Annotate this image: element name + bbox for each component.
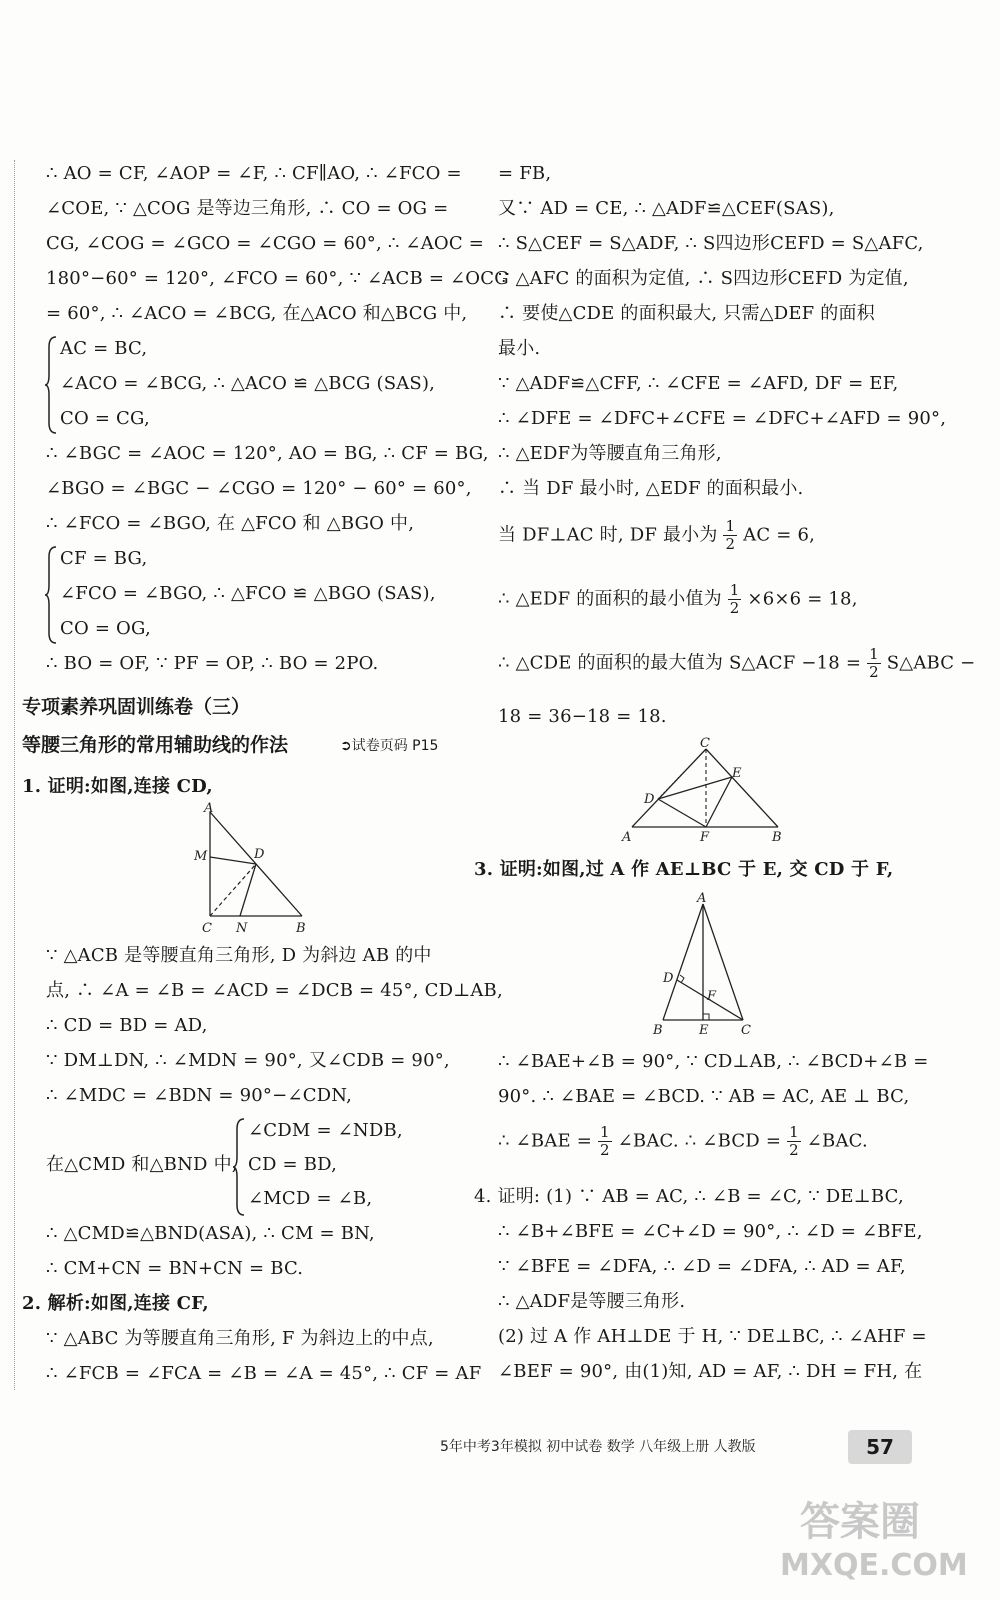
fig2-label: B xyxy=(772,830,782,845)
system-line: ∠ACO = ∠BCG, ∴ △ACO ≌ △BCG (SAS), xyxy=(60,373,436,394)
fraction-line xyxy=(498,518,815,560)
subsection-title: 等腰三角形的常用辅助线的作法 xyxy=(22,734,289,756)
text-line: ∴ CD = BD = AD, xyxy=(46,1015,208,1036)
text-segment: ∴ △CDE 的面积的最大值为 S△ACF −18 = xyxy=(498,652,862,674)
text-line: 又∵ AD = CE, ∴ △ADF≌△CEF(SAS), xyxy=(498,198,835,219)
text-line: ∵ △ACB 是等腰直角三角形, D 为斜边 AB 的中 xyxy=(46,945,432,966)
fraction xyxy=(728,582,742,617)
watermark-url: MXQE.COM xyxy=(780,1548,968,1583)
text-line: ∴ ∠B+∠BFE = ∠C+∠D = 90°, ∴ ∠D = ∠BFE, xyxy=(498,1221,923,1242)
fig1-label: D xyxy=(254,847,265,862)
fraction xyxy=(723,518,737,553)
text-segment: ∴ ∠BAE = xyxy=(498,1130,593,1152)
fig1-label: M xyxy=(194,849,208,864)
numerator: 1 xyxy=(599,1123,610,1141)
text-line: CG, ∠COG = ∠GCO = ∠CGO = 60°, ∴ ∠AOC = xyxy=(46,233,485,254)
fig1-label: C xyxy=(202,921,212,936)
text-line: (2) 过 A 作 AH⊥DE 于 H, ∵ DE⊥BC, ∴ ∠AHF = xyxy=(498,1326,927,1347)
text-line: ∴ S△CEF = S△ADF, ∴ S四边形CEFD = S△AFC, xyxy=(498,233,924,254)
text-line: ∵ ∠BFE = ∠DFA, ∴ ∠D = ∠DFA, ∴ AD = AF, xyxy=(498,1256,906,1277)
fraction-line xyxy=(498,646,975,688)
question-intro: 3. 证明:如图,过 A 作 AE⊥BC 于 E, 交 CD 于 F, xyxy=(474,859,894,880)
text-line: 点, ∴ ∠A = ∠B = ∠ACD = ∠DCB = 45°, CD⊥AB, xyxy=(46,980,503,1001)
text-line: ∵ △AFC 的面积为定值, ∴ S四边形CEFD 为定值, xyxy=(498,268,909,289)
system-line: ∠FCO = ∠BGO, ∴ △FCO ≌ △BGO (SAS), xyxy=(60,583,436,604)
text-line: 4. 证明: (1) ∵ AB = AC, ∴ ∠B = ∠C, ∵ DE⊥BC, xyxy=(474,1186,904,1207)
fraction-line xyxy=(498,1124,868,1166)
system-line: CO = CG, xyxy=(60,408,150,429)
text-line: 90°. ∴ ∠BAE = ∠BCD. ∵ AB = AC, AE ⊥ BC, xyxy=(498,1086,910,1107)
text-line: ∴ ∠DFE = ∠DFC+∠CFE = ∠DFC+∠AFD = 90°, xyxy=(498,408,947,429)
text-line: 180°−60° = 120°, ∠FCO = 60°, ∵ ∠ACB = ∠OCG xyxy=(46,268,509,289)
page-reference: ➲试卷页码 P15 xyxy=(340,738,439,754)
section-title: 专项素养巩固训练卷（三） xyxy=(22,696,251,718)
page-number: 57 xyxy=(848,1430,912,1464)
fig2-label: C xyxy=(700,736,710,751)
margin-dotted-line xyxy=(14,160,15,1390)
text-segment: AC = 6, xyxy=(743,524,816,546)
fraction xyxy=(787,1124,801,1159)
numerator: 1 xyxy=(725,517,736,535)
system-line: CF = BG, xyxy=(60,548,148,569)
text-line: ∵ DM⊥DN, ∴ ∠MDN = 90°, 又∠CDB = 90°, xyxy=(46,1050,450,1071)
numerator: 1 xyxy=(869,645,879,663)
text-segment: ∴ △EDF 的面积的最小值为 xyxy=(498,588,722,610)
text-line: ∵ △ABC 为等腰直角三角形, F 为斜边上的中点, xyxy=(46,1328,434,1349)
system-line: ∠CDM = ∠NDB, xyxy=(248,1120,403,1141)
text-line: ∴ ∠BAE+∠B = 90°, ∵ CD⊥AB, ∴ ∠BCD+∠B = xyxy=(498,1051,929,1072)
text-line: ∠COE, ∵ △COG 是等边三角形, ∴ CO = OG = xyxy=(46,198,449,219)
fig1-label: B xyxy=(296,921,306,936)
system-line: CD = BD, xyxy=(248,1154,338,1175)
denominator: 2 xyxy=(789,1141,799,1159)
denominator: 2 xyxy=(599,1141,610,1159)
text-line: 最小. xyxy=(498,338,541,359)
text-line: ∴ △EDF为等腰直角三角形, xyxy=(498,443,722,464)
denominator: 2 xyxy=(869,663,879,681)
text-line: ∠BGO = ∠BGC − ∠CGO = 120° − 60° = 60°, xyxy=(46,478,472,499)
text-line: = FB, xyxy=(498,163,552,184)
text-segment: 当 DF⊥AC 时, DF 最小为 xyxy=(498,524,718,546)
fig1-label: N xyxy=(236,921,248,936)
system-line: AC = BC, xyxy=(60,338,148,359)
system-line: ∠MCD = ∠B, xyxy=(248,1188,373,1209)
question-intro: 2. 解析:如图,连接 CF, xyxy=(22,1293,209,1314)
text-segment: S△ABC − xyxy=(886,652,976,674)
fig2-label: D xyxy=(644,792,655,807)
text-line: ∴ ∠BGC = ∠AOC = 120°, AO = BG, ∴ CF = BG, xyxy=(46,443,489,464)
fig3-label: D xyxy=(663,971,674,986)
question-intro: 1. 证明:如图,连接 CD, xyxy=(22,776,213,797)
watermark-text: 答案圈 xyxy=(800,1499,920,1545)
system-line: CO = OG, xyxy=(60,618,151,639)
fig3-label: C xyxy=(741,1023,751,1038)
fig3-label: E xyxy=(699,1023,709,1038)
numerator: 1 xyxy=(789,1123,799,1141)
numerator: 1 xyxy=(729,581,740,599)
fig3-label: B xyxy=(653,1023,663,1038)
figure-q1 xyxy=(190,800,330,940)
text-line: ∠BEF = 90°, 由(1)知, AD = AF, ∴ DH = FH, 在 xyxy=(498,1361,923,1382)
text-line: ∴ CM+CN = BN+CN = BC. xyxy=(46,1258,304,1279)
text-line: ∴ △CMD≌△BND(ASA), ∴ CM = BN, xyxy=(46,1223,375,1244)
fig3-label: F xyxy=(707,989,717,1004)
brace-icon xyxy=(44,545,58,645)
fraction xyxy=(867,646,881,681)
fig2-label: E xyxy=(732,766,742,781)
text-line: ∴ BO = OF, ∵ PF = OP, ∴ BO = 2PO. xyxy=(46,653,379,674)
system-prefix: 在△CMD 和△BND 中, xyxy=(46,1154,238,1175)
text-line: ∴ AO = CF, ∠AOP = ∠F, ∴ CF∥AO, ∴ ∠FCO = xyxy=(46,163,462,184)
text-segment: ∠BAC. ∴ ∠BCD = xyxy=(617,1130,782,1152)
text-segment: ∠BAC. xyxy=(806,1130,868,1152)
fraction xyxy=(598,1124,612,1159)
fig2-label: A xyxy=(622,830,632,845)
text-line: ∴ ∠MDC = ∠BDN = 90°−∠CDN, xyxy=(46,1085,353,1106)
fig3-label: A xyxy=(697,891,707,906)
fig2-label: F xyxy=(700,830,710,845)
text-line: = 60°, ∴ ∠ACO = ∠BCG, 在△ACO 和△BCG 中, xyxy=(46,303,468,324)
brace-icon xyxy=(232,1117,246,1217)
text-line: ∴ ∠FCO = ∠BGO, 在 △FCO 和 △BGO 中, xyxy=(46,513,415,534)
fraction-line xyxy=(498,582,858,624)
figure-q3 xyxy=(645,888,785,1038)
brace-icon xyxy=(44,335,58,435)
footer-text: 5年中考3年模拟 初中试卷 数学 八年级上册 人教版 xyxy=(440,1439,756,1455)
text-line: 18 = 36−18 = 18. xyxy=(498,706,667,727)
denominator: 2 xyxy=(725,535,736,553)
text-line: ∴ △ADF是等腰三角形. xyxy=(498,1291,686,1312)
text-line: ∴ 要使△CDE 的面积最大, 只需△DEF 的面积 xyxy=(498,303,875,324)
text-line: ∴ 当 DF 最小时, △EDF 的面积最小. xyxy=(498,478,804,499)
figure-q2 xyxy=(618,735,798,845)
fig1-label: A xyxy=(204,801,214,816)
text-line: ∴ ∠FCB = ∠FCA = ∠B = ∠A = 45°, ∴ CF = AF xyxy=(46,1363,482,1384)
text-line: ∵ △ADF≌△CFF, ∴ ∠CFE = ∠AFD, DF = EF, xyxy=(498,373,899,394)
denominator: 2 xyxy=(729,599,740,617)
text-segment: ×6×6 = 18, xyxy=(747,588,858,610)
